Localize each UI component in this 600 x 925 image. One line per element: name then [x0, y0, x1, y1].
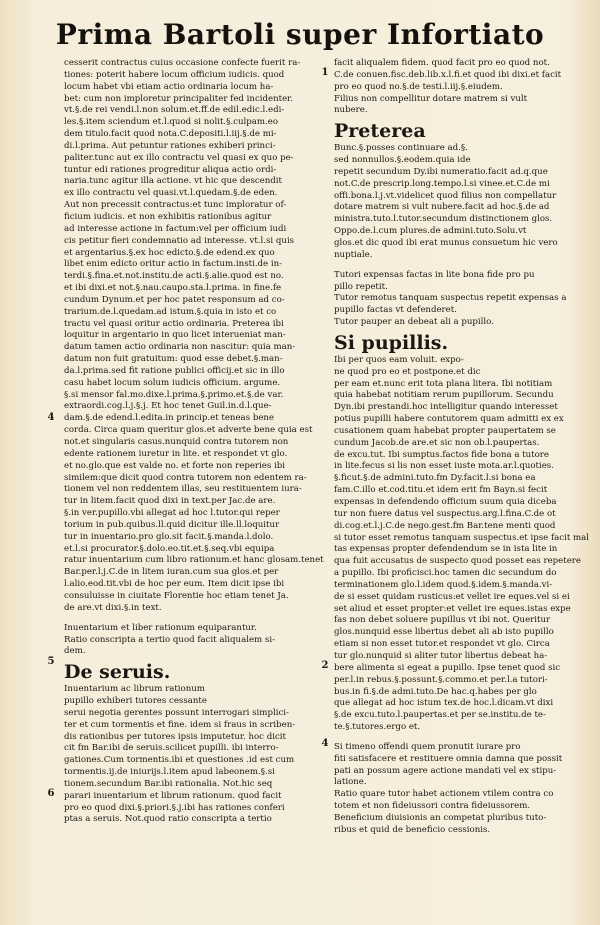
margin-note: 5: [47, 656, 55, 667]
text-line: parari inuentarium et librum rationum. quod facit: [64, 790, 282, 801]
text-line: torium in pub.quibus.ll.quid dicitur ille.ll.loquitur: [64, 519, 280, 530]
text-line: §.in ver.pupillo.vbi allegat ad hoc l.tutor.qui reper: [64, 508, 280, 519]
text-line: Aut non precessit contractus:et tunc imploratur of-: [64, 200, 287, 211]
section-initial: De seruis.: [64, 661, 171, 684]
text-line: Tutori expensas factas in lite bona fide pro pu: [334, 269, 535, 280]
text-line: Bar.per.l.j.C.de in litem iuran.cum sua glos.et per: [64, 567, 279, 578]
text-line: et.l.si procurator.§.dolo.eo.tit.et.§.seq.vbi equipa: [64, 543, 275, 554]
text-line: trarium.de.l.quedam.ad istum.§.quia in isto et co: [64, 306, 277, 317]
text-line: Inuentarium ac librum rationum: [64, 684, 205, 695]
text-line: set aliud et esset propter:et vellet ire eques.istas expe: [334, 603, 571, 614]
text-line: datum tamen actio ordinaria non nascitur: quia man-: [64, 342, 296, 353]
text-line: l.alio.eod.tit.vbi de hoc per eum. Item dicit ipse ibi: [64, 579, 285, 590]
text-line: dis rationibus per tutores ipsis imputetur. hoc dicit: [64, 731, 286, 742]
text-line: consuluisse in ciuitate Florentie hoc etiam tenet Ja.: [64, 590, 289, 601]
text-line: paliter.tunc aut ex illo contractu vel quasi ex quo pe-: [64, 152, 294, 163]
text-line: tur in inuentario.pro glo.sit facit.§.manda.l.dolo.: [64, 531, 274, 542]
text-line: dem titulo.facit quod nota.C.depositi.l.iij.§.de mi-: [64, 129, 277, 140]
right-column: [334, 58, 594, 837]
text-line: pro eo quod dixi.§.priori.§.j.ibi has rationes conferi: [64, 802, 285, 813]
text-line: nubere.: [334, 105, 368, 116]
text-line: locum habet vbi etiam actio ordinaria locum ha-: [64, 81, 274, 92]
text-line: tuntur edi rationes progreditur aliqua actio ordi-: [64, 164, 277, 175]
text-line: §.si mensor fal.mo.dixe.l.prima.§.primo.et.§.de var.: [64, 389, 284, 400]
text-line: tur glo.nunquid si aliter tutor libertus debeat ha-: [334, 650, 548, 661]
text-line: ficium iudicis. et non exhibitis rationibus agitur: [64, 211, 272, 222]
text-line: quia habebat notitiam rerum pupillorum. Secundu: [334, 390, 554, 401]
margin-note: 6: [47, 788, 55, 799]
margin-note: 4: [47, 412, 55, 423]
text-line: de are.vt dixi.§.in text.: [64, 602, 162, 613]
text-line: §.ficut.§.de admini.tuto.fm Dy.facit.l.si bona ea: [334, 473, 536, 484]
text-line: ratur inuentarium cum libro rationum.et hanc glosam.tenet: [64, 555, 324, 566]
text-line: fiti satisfacere et restituere omnia damna que possit: [334, 753, 563, 764]
text-line: libet enim edicto oritur actio in factum.insti.de in-: [64, 259, 283, 270]
text-line: bet: cum non imploretur principaliter fed incidenter.: [64, 93, 294, 104]
text-line: tionem.secundum Bar.ibi rationalia. Not.hic seq: [64, 778, 273, 789]
text-line: et no.glo.que est valde no. et forte non reperies ibi: [64, 460, 286, 471]
text-line: pupillo factas vt defenderet.: [334, 305, 457, 316]
text-line: qua fuit accusatus de suspecto quod posset eas repetere: [334, 556, 581, 567]
text-line: bus.in fi.§.de admi.tuto.De hac.q.habes per glo: [334, 686, 537, 697]
text-line: not.C.de prescrip.long.tempo.l.si vinee.et.C.de mi: [334, 178, 550, 189]
text-line: Ibi per quos eam voluit. expo-: [334, 354, 464, 365]
text-line: Bunc.§.posses continuare ad.§.: [334, 143, 468, 154]
text-line: dotare matrem si vult nubere.facit ad hoc.§.de ad: [334, 202, 550, 213]
text-line: ter et cum tormentis et fine. idem si fraus in scriben-: [64, 719, 296, 730]
text-line: Filius non compellitur dotare matrem si vult: [334, 93, 528, 104]
text-line: terdi.§.fina.et.not.institu.de acti.§.alie.quod est no.: [64, 271, 284, 282]
text-line: nuptiale.: [334, 249, 373, 260]
text-line: Inuentarium et liber rationum equiparantur.: [64, 622, 257, 633]
text-line: pati an possum agere actione mandati vel ex stipu-: [334, 765, 557, 776]
text-line: tas expensas propter defendendum se in ista lite in: [334, 544, 558, 555]
text-line: ribus et quid de beneficio cessionis.: [334, 824, 491, 835]
text-line: ad interesse actione in factum:vel per officium iudi: [64, 223, 287, 234]
text-line: ptas a seruis. Not.quod ratio conscripta a tertio: [64, 814, 272, 825]
margin-note: 4: [321, 738, 329, 749]
text-line: glos.et dic quod ibi erat munus consuetum hic vero: [334, 237, 558, 248]
text-line: terminationem glo.l.idem quod.§.idem.§.manda.vi-: [334, 579, 553, 590]
text-line: casu habet locum solum iudicis officium. argume.: [64, 377, 281, 388]
paragraph-gap: [334, 734, 594, 742]
text-line: gationes.Cum tormentis.ibi et questiones .id est cum: [64, 755, 295, 766]
margin-note: 1: [321, 67, 329, 78]
text-line: di.cog.et.l.j.C.de nego.gest.fm Bar.tene menti quod: [334, 520, 556, 531]
text-line: serui negotia gerentes possunt interrogari simplici-: [64, 707, 289, 718]
text-line: offi.bona.l.j.vt.videlicet quod filius non compellatur: [334, 190, 557, 201]
text-line: Tutor pauper an debeat ali a pupillo.: [334, 317, 494, 328]
text-line: et argentarius.§.ex hoc edicto.§.de edend.ex quo: [64, 247, 275, 258]
text-line: Oppo.de.l.cum plures.de admini.tuto.Solu.vt: [334, 226, 527, 237]
text-line: facit aliqualem fidem. quod facit pro eo quod not.: [334, 58, 550, 68]
text-line: cundum Dynum.et per hoc patet responsum ad co-: [64, 294, 285, 305]
text-line: cesserit contractus cuius occasione confecte fuerit ra-: [64, 58, 301, 68]
text-line: tractu vel quasi oritur actio ordinaria. Preterea ibi: [64, 318, 284, 329]
text-line: vt.§.de rei vendi.l.non solum.et.ff.de edil.edic.l.edi-: [64, 105, 285, 116]
text-line: latione.: [334, 777, 367, 788]
text-line: di.l.prima. Aut petuntur rationes exhiberi princi-: [64, 140, 276, 151]
text-line: da.l.prima.sed fit ratione publici officij.et sic in illo: [64, 365, 285, 376]
text-line: ne quod pro eo et postpone.et dic: [334, 366, 481, 377]
text-line: cusationem quam habebat propter paupertatem se: [334, 425, 556, 436]
text-line: tiones: poterit habere locum officium iudicis. quod: [64, 69, 285, 80]
text-line: repetit secundum Dy.ibi numeratio.facit ad.q.que: [334, 166, 548, 177]
text-line: tur in litem.facit quod dixi in text.per Jac.de are.: [64, 496, 276, 507]
text-line: si tutor esset remotus tanquam suspectus.et ipse facit mal: [334, 532, 590, 543]
text-line: Si timeno offendi quem pronutit iurare pro: [334, 741, 521, 752]
page-header-title: Prima Bartoli super Infortiato: [55, 18, 545, 51]
left-column: [64, 58, 324, 826]
text-line: C.de conuen.fisc.deb.lib.x.l.fi.et quod ibi dixi.et facit: [334, 69, 562, 80]
text-line: de si esset quidam rusticus:et vellet ire eques.vel si ei: [334, 591, 570, 602]
text-line: naria.tunc agitur illa actione. vt hic que descendit: [64, 176, 282, 187]
text-line: cundum Jacob.de are.et sic non ob.l.paupertas.: [334, 437, 540, 448]
text-line: edente rationem iuretur in lite. et respondet vt glo.: [64, 448, 288, 459]
text-line: similem:que dicit quod contra tutorem non edentem ra-: [64, 472, 307, 483]
text-line: cis petitur fieri condemnatio ad interesse. vt.l.si quis: [64, 235, 295, 246]
margin-note: 2: [321, 660, 329, 671]
text-line: Ratio conscripta a tertio quod facit aliqualem si-: [64, 634, 275, 645]
text-line: per eam et.nunc erit tota plana litera. Ibi notitiam: [334, 378, 553, 389]
text-line: cit fm Bar.ibi de seruis.scilicet pupilli. ibi interro-: [64, 743, 279, 754]
text-line: potius pupilli habere contutorem quam admitti ex ex: [334, 414, 564, 425]
text-line: expensas in defendendo officium suum quia diceba: [334, 497, 557, 507]
text-line: Dyn.ibi prestandi.hoc intelligitur quando interesset: [334, 402, 558, 413]
text-line: loquitur in argentario in quo licet interueniat man-: [64, 330, 286, 341]
text-line: Beneficium diuisionis an competat pluribus tuto-: [334, 812, 547, 823]
text-line: Tutor remotus tanquam suspectus repetit expensas a: [334, 293, 567, 304]
text-line: §.de excu.tuto.l.paupertas.et per se.institu.de te-: [334, 710, 546, 721]
text-line: a pupillo. Ibi proficisci.hoc tamen dic secundum do: [334, 568, 557, 579]
text-line: de excu.tut. Ibi sumptus.factos fide bona a tutore: [334, 449, 550, 460]
text-line: per.l.in rebus.§.possunt.§.commo.et per.l.a tutori-: [334, 674, 548, 685]
text-line: Ratio quare tutor habet actionem vtilem contra co: [334, 789, 554, 800]
text-line: ministra.tuto.l.tutor.secundum distinctionem glos.: [334, 214, 553, 225]
text-line: fas non debet soluere pupillus vt ibi not. Queritur: [334, 615, 551, 626]
text-line: in lite.fecus si lis non esset iuste mota.ar.l.quoties.: [334, 461, 554, 472]
text-line: not.et singularis casus.nunquid contra tutorem non: [64, 437, 289, 447]
text-line: dam.§.de edend.l.edita.in princip.et teneas bene: [64, 413, 275, 424]
text-line: glos.nunquid esse libertus debet ali ab isto pupillo: [334, 627, 554, 638]
text-line: tur non fuere datus vel suspectus.arg.l.fina.C.de ot: [334, 508, 556, 519]
text-line: extraordi.cog.l.j.§.j. Et hoc tenet Guil.in.d.l.que-: [64, 401, 272, 412]
text-line: pillo repetit.: [334, 281, 388, 292]
text-line: sed nonnullos.§.eodem.quia ide: [334, 155, 471, 166]
section-initial: Si pupillis.: [334, 331, 449, 354]
text-line: totem et non fideiussori contra fideiussorem.: [334, 801, 531, 812]
text-line: corda. Circa quam queritur glos.et adverte bene quia est: [64, 425, 313, 436]
paragraph-gap: [64, 615, 324, 623]
text-line: fam.C.illo et.cod.titu.et idem erit fm Bayn.si fecit: [334, 485, 548, 496]
text-line: et ibi dixi.et not.§.nau.caupo.sta.l.prima. in fine.fe: [64, 283, 282, 294]
text-line: bere alimenta si egeat a pupillo. Ipse tenet quod sic: [334, 662, 561, 673]
text-line: pupillo exhiberi tutores cessante: [64, 696, 207, 707]
text-line: ex illo contractu vel quasi.vt.l.quedam.§.de eden.: [64, 188, 278, 199]
text-line: datum non fuit gratuitum: quod esse debet.§.man-: [64, 354, 283, 365]
text-line: dem.: [64, 646, 86, 657]
text-line: les.§.item sciendum et.l.quod si nolit.§.culpam.eo: [64, 117, 279, 128]
text-line: que allegat ad hoc istum tex.de hoc.l.dicam.vt dixi: [334, 698, 554, 709]
text-line: tormentis.ij.de iniurijs.l.item apud labeonem.§.si: [64, 767, 275, 778]
text-line: tionem vel non reddentem illas, seu restituentem iura-: [64, 484, 302, 495]
section-initial: Preterea: [334, 120, 426, 143]
text-line: te.§.tutores.ergo et.: [334, 722, 421, 733]
paragraph-gap: [334, 262, 594, 270]
text-line: etiam si non esset tutor.et respondet vt glo. Circa: [334, 639, 550, 650]
text-line: pro eo quod no.§.de testi.l.iij.§.eiudem.: [334, 81, 503, 92]
